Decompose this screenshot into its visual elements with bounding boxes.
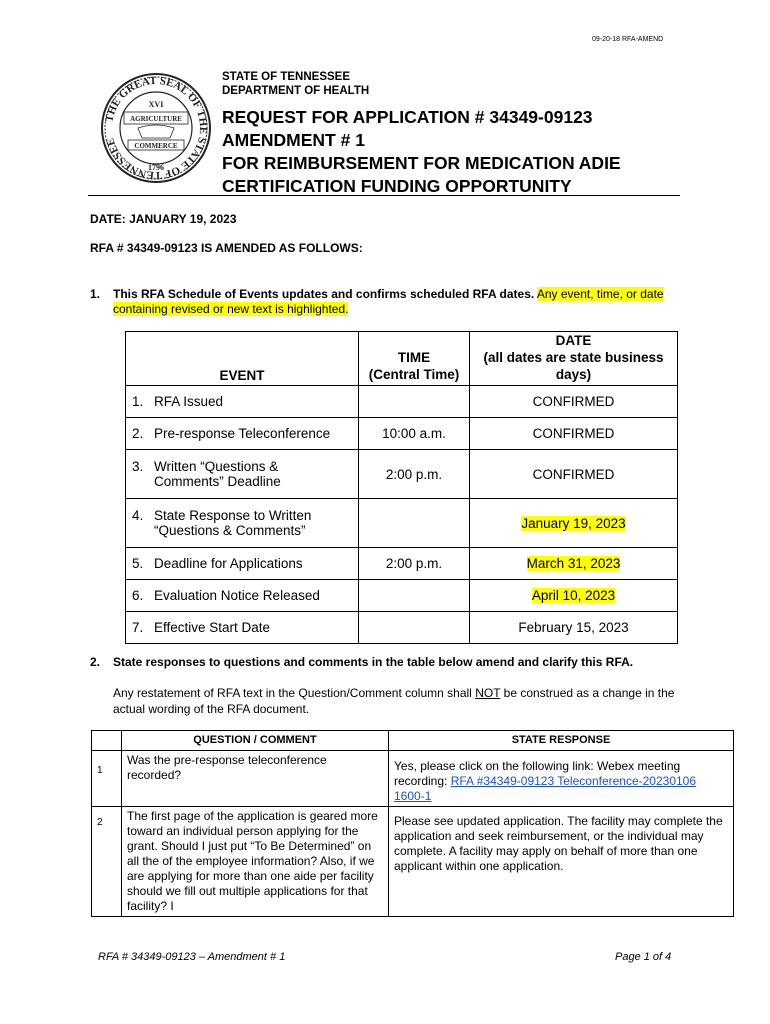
- footer-page-number: Page 1 of 4: [615, 951, 672, 963]
- agency-block: [222, 70, 369, 98]
- questions-table: [91, 730, 734, 917]
- section-1-lead: This RFA Schedule of Events updates and confirms scheduled RFA dates.: [113, 287, 535, 301]
- date-cell: CONFIRMED: [470, 418, 678, 450]
- amended-statement: RFA # 34349-09123 IS AMENDED AS FOLLOWS:: [90, 241, 363, 255]
- section-1-highlight-note: Any event, time, or date containing revised or new text is highlighted.: [113, 287, 664, 316]
- section-1-number: 1.: [90, 287, 101, 301]
- section-2-note: Any restatement of RFA text in the Question/Comment column shall NOT be construed as a change in the actual wording of the RFA document.: [113, 686, 675, 716]
- table-row: [92, 807, 734, 917]
- table-row: [126, 386, 678, 418]
- time-cell: 10:00 a.m.: [359, 418, 470, 450]
- table-row: [126, 450, 678, 499]
- agency-state: STATE OF TENNESSEE: [222, 71, 351, 83]
- time-cell: 2:00 p.m.: [359, 450, 470, 499]
- header-divider: [88, 195, 680, 196]
- table-row: [126, 612, 678, 644]
- row-number: 1: [92, 751, 122, 807]
- date-cell: January 19, 2023: [470, 499, 678, 548]
- event-cell: 3. Written “Questions & Comments” Deadline: [126, 450, 359, 499]
- time-cell: 2:00 p.m.: [359, 548, 470, 580]
- section-2-heading: State responses to questions and comments in the table below amend and clarify this RFA.: [113, 655, 634, 669]
- schedule-of-events-table: [125, 331, 678, 644]
- event-cell: 5. Deadline for Applications: [126, 548, 359, 580]
- table-row: [126, 418, 678, 450]
- title-line-3: FOR REIMBURSEMENT FOR MEDICATION ADIE: [222, 153, 621, 173]
- question-cell: Was the pre-response teleconference recorded?: [122, 751, 389, 807]
- event-cell: 4. State Response to Written “Questions & Comments”: [126, 499, 359, 548]
- date-cell: April 10, 2023: [470, 580, 678, 612]
- table-row: [126, 548, 678, 580]
- time-cell: [359, 612, 470, 644]
- table-row: [126, 580, 678, 612]
- date-cell: February 15, 2023: [470, 612, 678, 644]
- date-cell: CONFIRMED: [470, 386, 678, 418]
- title-line-1: REQUEST FOR APPLICATION # 34349-09123: [222, 107, 593, 127]
- event-cell: 6. Evaluation Notice Released: [126, 580, 359, 612]
- event-cell: 7. Effective Start Date: [126, 612, 359, 644]
- date-cell: CONFIRMED: [470, 450, 678, 499]
- seal-year: 1796: [148, 163, 164, 172]
- emphasis-not: NOT: [475, 686, 501, 700]
- title-line-4: CERTIFICATION FUNDING OPPORTUNITY: [222, 176, 572, 196]
- title-line-2: AMENDMENT # 1: [222, 130, 365, 150]
- table-row: [126, 499, 678, 548]
- seal-commerce: COMMERCE: [134, 142, 178, 150]
- time-cell: [359, 580, 470, 612]
- question-cell: The first page of the application is geared more toward an individual person applying for the grant. Should I just put “To Be Determined” on all the of the employee information? Also, if we are applying for more than one aide per facility should we fill out multiple applications for that facility? I: [122, 807, 389, 917]
- event-cell: 1. RFA Issued: [126, 386, 359, 418]
- row-number: 2: [92, 807, 122, 917]
- seal-ring-text: THE GREAT SEAL OF THE STATE OF TENNESSEE: [103, 74, 210, 182]
- time-cell: [359, 386, 470, 418]
- document-date: DATE: JANUARY 19, 2023: [90, 212, 237, 226]
- agency-department: DEPARTMENT OF HEALTH: [222, 85, 370, 97]
- event-cell: 2. Pre-response Teleconference: [126, 418, 359, 450]
- seal-agriculture: AGRICULTURE: [130, 115, 182, 123]
- response-cell: Yes, please click on the following link: Webex meeting recording: RFA #34349-09123 Teleconference-20230106 1600-1: [389, 751, 734, 807]
- response-cell: Please see updated application. The facility may complete the application and seek reimbursement, or the individual may complete. A facility may apply on behalf of more than one applicant within one application.: [389, 807, 734, 917]
- time-cell: [359, 499, 470, 548]
- seal-roman: XVI: [148, 100, 164, 109]
- table-row: [92, 751, 734, 807]
- document-code: 09-20-18 RFA-AMEND: [592, 36, 664, 43]
- state-seal-icon: [100, 72, 212, 184]
- col-header-event: EVENT: [126, 332, 359, 386]
- section-2-number: 2.: [90, 655, 101, 669]
- teleconference-link[interactable]: RFA #34349-09123 Teleconference-20230106 1600-1: [394, 774, 697, 803]
- footer-document-id: RFA # 34349-09123 – Amendment # 1: [98, 951, 286, 963]
- document-title: [222, 106, 621, 198]
- col-header-time: TIME (Central Time): [359, 332, 470, 386]
- section-1-text: [113, 287, 683, 317]
- col-header-number: [92, 731, 122, 751]
- col-header-question: QUESTION / COMMENT: [122, 731, 389, 751]
- date-cell: March 31, 2023: [470, 548, 678, 580]
- col-header-date: DATE (all dates are state business days): [470, 332, 678, 386]
- col-header-response: STATE RESPONSE: [389, 731, 734, 751]
